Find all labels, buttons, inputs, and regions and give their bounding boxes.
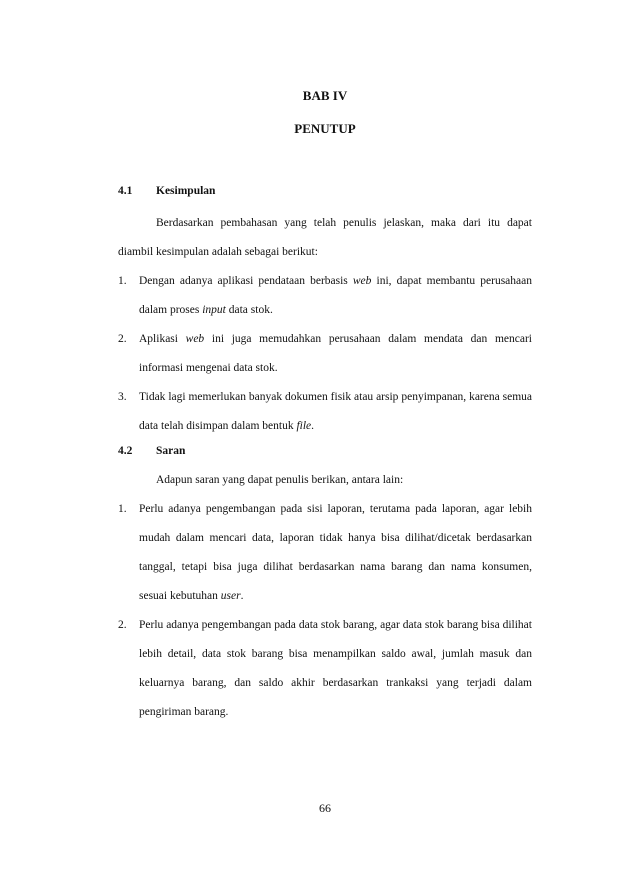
intro-text: Adapun saran yang dapat penulis berikan, antara lain: xyxy=(156,474,404,486)
list-text-italic: input xyxy=(202,304,226,316)
list-text: ini, dapat membantu perusahaan dalam proses xyxy=(139,275,532,316)
section-title: Saran xyxy=(156,445,186,457)
list-text-italic: user xyxy=(220,590,241,602)
section-title: Kesimpulan xyxy=(156,185,216,197)
list-marker: 2. xyxy=(118,619,127,631)
list-text: . xyxy=(240,590,244,602)
section-intro-paragraph xyxy=(118,209,532,267)
list-text: Perlu adanya pengembangan pada sisi laporan, terutama pada laporan, agar lebih mudah dalam mencari data, laporan tidak hanya bisa dilihat/dicetak berdasarkan tanggal, tetapi bisa juga dilihat berdasarkan nama barang dan nama konsumen, sesuai kebutuhan xyxy=(139,503,532,602)
section-heading xyxy=(118,181,532,201)
list-item xyxy=(118,325,532,383)
list-marker: 3. xyxy=(118,391,127,403)
list-text: Dengan adanya aplikasi pendataan berbasis xyxy=(139,275,353,287)
intro-text: Berdasarkan pembahasan yang telah penulis jelaskan, maka dari itu dapat diambil kesimpulan adalah sebagai berikut: xyxy=(118,217,532,258)
list-text: data stok. xyxy=(225,304,273,316)
list-text-italic: web xyxy=(352,275,372,287)
section-number: 4.1 xyxy=(118,185,133,197)
suggestion-list xyxy=(118,495,532,727)
section-suggestion xyxy=(118,441,532,727)
list-text: Tidak lagi memerlukan banyak dokumen fisik atau arsip penyimpanan, karena semua data telah disimpan dalam bentuk xyxy=(139,391,532,432)
list-text: Perlu adanya pengembangan pada data stok barang, agar data stok barang bisa dilihat lebih detail, data stok barang bisa menampilkan saldo awal, jumlah masuk dan keluarnya barang, dan saldo akhir berdasarkan trankaksi yang terjadi dalam pengiriman barang. xyxy=(139,619,532,718)
list-text: . xyxy=(311,420,315,432)
list-text: ini juga memudahkan perusahaan dalam mendata dan mencari informasi mengenai data stok. xyxy=(139,333,532,374)
list-text: Aplikasi xyxy=(139,333,186,345)
section-heading xyxy=(118,441,532,461)
list-marker: 1. xyxy=(118,503,127,515)
list-item xyxy=(118,495,532,611)
list-text-italic: file xyxy=(296,420,312,432)
section-conclusion xyxy=(118,181,532,441)
conclusion-list xyxy=(118,267,532,441)
section-intro-paragraph xyxy=(118,466,532,495)
chapter-title: PENUTUP xyxy=(294,121,356,136)
list-item xyxy=(118,383,532,441)
chapter-number: BAB IV xyxy=(302,88,348,103)
list-marker: 1. xyxy=(118,275,127,287)
list-item xyxy=(118,611,532,727)
list-text-italic: web xyxy=(185,333,205,345)
page-number: 66 xyxy=(319,801,331,815)
list-marker: 2. xyxy=(118,333,127,345)
section-number: 4.2 xyxy=(118,445,133,457)
list-item xyxy=(118,267,532,325)
